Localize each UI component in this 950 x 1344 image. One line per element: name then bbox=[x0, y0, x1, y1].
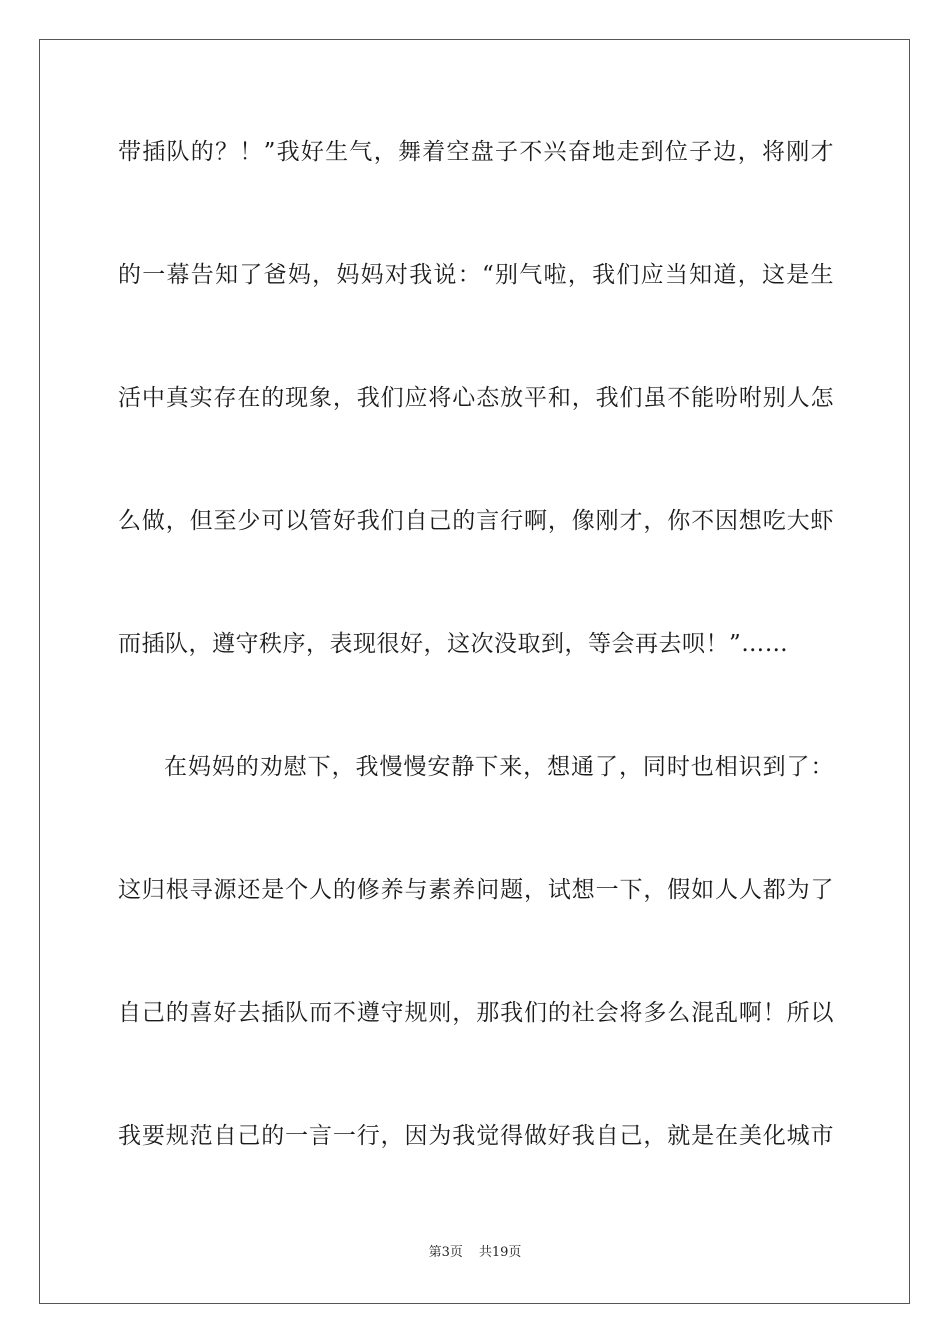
text-line-5: 而插队，遵守秩序，表现很好，这次没取到，等会再去呗！”…… bbox=[118, 631, 789, 657]
text-line-2: 的一幕告知了爸妈，妈妈对我说：“别气啦，我们应当知道，这是生 bbox=[118, 262, 834, 288]
text-line-7: 这归根寻源还是个人的修养与素养问题，试想一下，假如人人都为了 bbox=[118, 877, 834, 903]
page-total: 共19页 bbox=[478, 1245, 522, 1260]
text-line-1: 带插队的？！”我好生气，舞着空盘子不兴奋地走到位子边，将刚才 bbox=[118, 139, 834, 165]
text-line-3: 活中真实存在的现象，我们应将心态放平和，我们虽不能吩咐别人怎 bbox=[118, 385, 834, 411]
text-line-9: 我要规范自己的一言一行，因为我觉得做好我自己，就是在美化城市 bbox=[118, 1123, 834, 1149]
page-border bbox=[39, 39, 910, 1304]
text-line-4: 么做，但至少可以管好我们自己的言行啊，像刚才，你不因想吃大虾 bbox=[118, 508, 834, 534]
paragraph-start-line: 在妈妈的劝慰下，我慢慢安静下来，想通了，同时也相识到了： bbox=[164, 754, 834, 780]
page-number: 第3页 bbox=[428, 1245, 463, 1260]
text-line-8: 自己的喜好去插队而不遵守规则，那我们的社会将多么混乱啊！所以 bbox=[118, 1000, 834, 1026]
page-footer bbox=[0, 1244, 950, 1262]
